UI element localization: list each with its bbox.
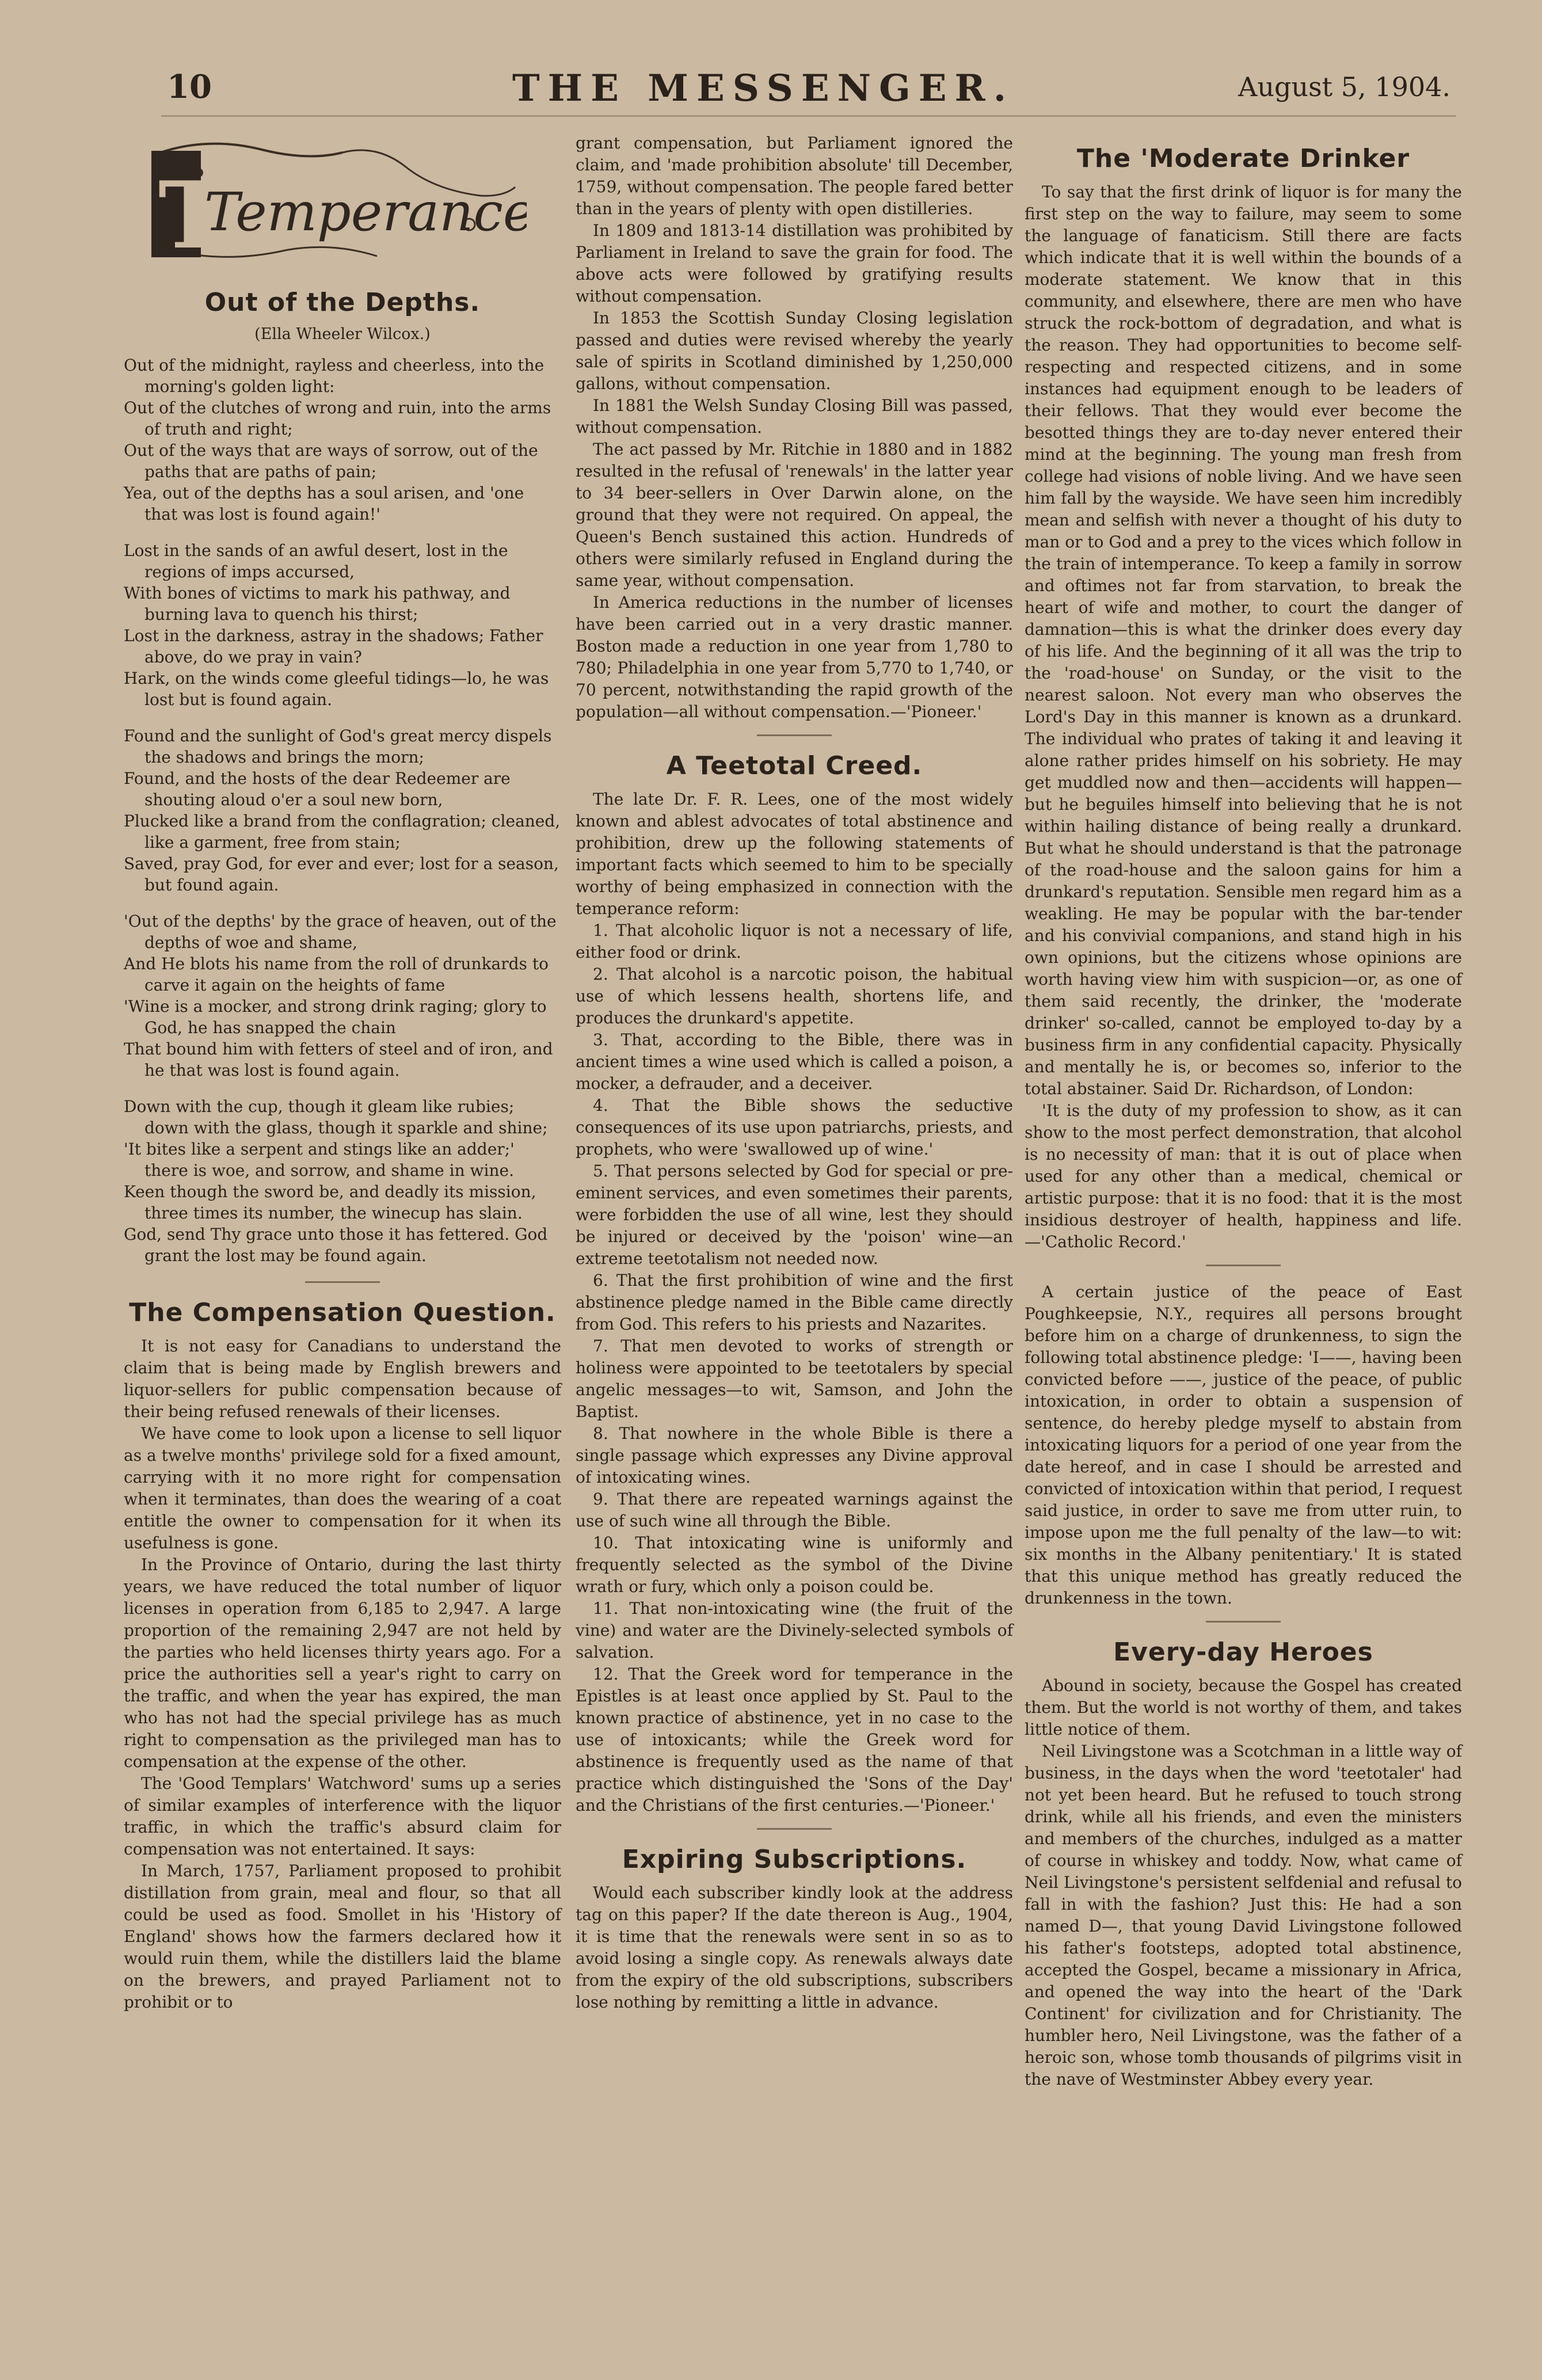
teetotal-heading: A Teetotal Creed.: [666, 751, 923, 780]
moderate-drinker-heading: The 'Moderate Drinker: [1076, 144, 1410, 173]
paragraph: Would each subscriber kindly look at the address tag on this paper? If the date thereon is Aug., 1904, it is time that the renewals were sent in so as to avoid losing a single copy. As renewals always date from the expiry of the old subscriptions, subscribers lose nothing by remitting a little in advance.: [576, 1883, 1013, 2012]
moderate-drinker-body: [1025, 181, 1462, 1609]
poem-line: Hark, on the winds come gleeful tidings—lo, he was lost but is found again.: [124, 669, 549, 709]
paragraph: 1. That alcoholic liquor is not a necessary of life, either food or drink.: [576, 921, 1013, 962]
poem-line: 'Wine is a mocker, and strong drink raging; glory to God, he has snapped the chain: [124, 997, 547, 1037]
poem-line: Plucked like a brand from the conflagration; cleaned, like a garment, free from stain;: [124, 812, 561, 852]
section-divider: [305, 1281, 380, 1283]
paragraph: Abound in society, because the Gospel has created them. But the world is not worthy of them, and takes little notice of them.: [1025, 1676, 1462, 1739]
paragraph: The 'Good Templars' Watchword' sums up a series of similar examples of interference with the liquor traffic, in which the traffic's absurd claim for compensation was not entertained. It says:: [124, 1774, 561, 1859]
poem-line: Out of the midnight, rayless and cheerless, into the morning's golden light:: [124, 356, 545, 396]
section-divider: [1206, 1265, 1281, 1266]
paragraph: 6. That the first prohibition of wine and the first abstinence pledge named in the Bible came directly from God. This refers to his priests and Nazarites.: [576, 1271, 1013, 1334]
teetotal-body: [576, 789, 1013, 1817]
section-divider: [1206, 1621, 1281, 1623]
temperance-logo: [135, 132, 527, 276]
paragraph: In 1853 the Scottish Sunday Closing legislation passed and duties were revised whereby the yearly sale of spirits in Scotland diminished by 1,250,000 gallons, without compensation.: [576, 309, 1013, 393]
page-number: 10: [167, 68, 212, 106]
poem-line: 'It bites like a serpent and stings like an adder;' there is woe, and sorrow, and shame in wine.: [124, 1140, 515, 1180]
compensation-body: [124, 1335, 561, 2013]
poem-stanza: [124, 725, 561, 896]
paragraph: It is not easy for Canadians to understand the claim that is being made by English brewers and liquor-sellers for public compensation because of their being refused renewals of their licenses.: [124, 1336, 561, 1421]
paragraph: grant compensation, but Parliament ignored the claim, and 'made prohibition absolute' till December, 1759, without compensation. The people fared better than in the years of plenty with open distilleries.: [576, 134, 1013, 218]
temperance-ornament-icon: [135, 132, 527, 276]
expiring-heading: Expiring Subscriptions.: [622, 1845, 967, 1874]
paragraph: 5. That persons selected by God for special or pre-eminent services, and even sometimes their parents, were forbidden the use of all wine, lest they should be injured or deceived by the 'poison' wine—an extreme teetotalism not needed now.: [576, 1162, 1013, 1268]
paragraph: 3. That, according to the Bible, there was in ancient times a wine used which is called a poison, a mocker, a defrauder, and a deceiver.: [576, 1030, 1013, 1093]
poem-line: Out of the clutches of wrong and ruin, into the arms of truth and right;: [124, 398, 551, 439]
masthead-rule: [161, 115, 1456, 117]
paragraph: We have come to look upon a license to sell liquor as a twelve months' privilege sold for a fixed amount, carrying with it no more right for compensation when it terminates, than does the wearing of a coat entitle the owner to compensation for it when its usefulness is gone.: [124, 1424, 561, 1552]
poem-line: Yea, out of the depths has a soul arisen, and 'one that was lost is found again!': [124, 483, 524, 524]
paragraph: 9. That there are repeated warnings against the use of such wine all through the Bible.: [576, 1490, 1013, 1530]
paragraph: 10. That intoxicating wine is uniformly and frequently selected as the symbol of the Divine wrath or fury, which only a poison could be.: [576, 1533, 1013, 1596]
poem-line: Lost in the sands of an awful desert, lost in the regions of imps accursed,: [124, 541, 508, 581]
poem-line: 'Out of the depths' by the grace of heaven, out of the depths of woe and shame,: [124, 912, 557, 952]
poem-line: And He blots his name from the roll of drunkards to carve it again on the heights of fame: [124, 954, 549, 995]
column-1: [124, 132, 561, 2013]
paragraph: 7. That men devoted to works of strength or holiness were appointed to be teetotalers by special angelic messages—to wit, Samson, and John the Baptist.: [576, 1336, 1013, 1421]
paragraph: 4. That the Bible shows the seductive consequences of its use upon patriarchs, priests, and prophets, who were 'swallowed up of wine.': [576, 1096, 1013, 1159]
poem-line: Found and the sunlight of God's great mercy dispels the shadows and brings the morn;: [124, 726, 552, 767]
paragraph: To say that the first drink of liquor is for many the first step on the way to failure, may seem to some the language of fanaticism. Still there are facts which indicate that it is well within the bounds of a moderate statement. We know that in this community, and elsewhere, there are men who have struck the rock-bottom of degradation, and what is the reason. They had opportunities to become self-respecting and respected citizens, and in some instances had equipment enough to be leaders of their fellows. That they would ever become the besotted things they are to-day never entered their mind at the beginning. The young man fresh from college had visions of noble living. And we have seen him fall by the wayside. We have seen him incredibly mean and selfish with never a thought of his duty to man or to God and a prey to the vices which follow in the train of intemperance. To keep a family in sorrow and oftimes not far from starvation, to break the heart of wife and mother, to court the danger of damnation—this is what the drinker does every day of his life. And the beginning of it all was the trip to the 'road-house' on Sunday, or the visit to the nearest saloon. Not every man who observes the Lord's Day in this manner is known as a drunkard. The individual who prates of taking it and leaving it alone rather prides himself on his sobriety. He may get muddled now and then—accidents will happen—but he beguiles himself into believing that he is not within hailing distance of being really a drunkard. But what he should understand is that the patronage of the road-house and the saloon gains for him a drunkard's reputation. Sensible men regard him as a weakling. He may be popular with the bar-tender and his convivial companions, and stand high in his own opinions, but the citizens whose opinions are worth having view him with suspicion—or, as one of them said recently, the drinker, the 'moderate drinker' so-called, cannot be employed to-day by a business firm in any confidential capacity. Physically and mentally he is, or becomes so, inferior to the total abstainer. Said Dr. Richardson, of London:: [1025, 182, 1462, 1098]
column-3: [1025, 132, 1462, 2090]
poem-stanza: [124, 911, 561, 1081]
paragraph: 2. That alcohol is a narcotic poison, the habitual use of which lessens health, shortens life, and produces the drunkard's appetite.: [576, 965, 1013, 1027]
paragraph: In 1881 the Welsh Sunday Closing Bill was passed, without compensation.: [576, 396, 1013, 437]
poem-stanza: [124, 355, 561, 525]
paragraph: Neil Livingstone was a Scotchman in a little way of business, in the days when the word 'teetotaler' had not yet been heard. But he refused to touch strong drink, while all his friends, and even the ministers and members of the churches, indulged as a matter of course in whiskey and toddy. Now, what came of Neil Livingstone's persistent selfdenial and refusal to fall in with the fashion? Just this: He had a son named D—, that young David Livingstone followed his father's footsteps, adopted total abstinence, accepted the Gospel, became a missionary in Africa, and opened the way into the heart of the 'Dark Continent' for civilization and for Christianity. The humbler hero, Neil Livingstone, was the father of a heroic son, whose tomb thousands of pilgrims visit in the nave of Westminster Abbey every year.: [1025, 1742, 1462, 2089]
paragraph: A certain justice of the peace of East Poughkeepsie, N.Y., requires all persons brought before him on a charge of drunkenness, to sign the following total abstinence pledge: 'I——, having been convicted before ——, justice of the peace, of public intoxication, in order to obtain a suspension of sentence, do hereby pledge myself to abstain from intoxicating liquors for a period of one year from the date hereof, and in case I should be arrested and convicted of intoxication within that period, I request said justice, in order to save me from utter ruin, to impose upon me the full penalty of the law—to wit: six months in the Albany penitentiary.' It is stated that this unique method has greatly reduced the drunkenness in the town.: [1025, 1282, 1462, 1608]
heroes-body: [1025, 1675, 1462, 2090]
poem-line: Found, and the hosts of the dear Redeemer are shouting aloud o'er a soul new born,: [124, 769, 511, 809]
poem-line: Keen though the sword be, and deadly its mission, three times its number, the winecup has slain.: [124, 1182, 536, 1223]
paragraph: In America reductions in the number of licenses have been carried out in a very drastic manner. Boston made a reduction in one year from 1,780 to 780; Philadelphia in one year from 5,770 to 1,740, or 70 percent, notwithstanding the rapid growth of the population—all without compensation.—'Pioneer.': [576, 593, 1013, 721]
poem-heading: Out of the Depths.: [204, 288, 481, 317]
newspaper-title: THE MESSENGER.: [512, 67, 1014, 110]
heroes-heading: Every-day Heroes: [1113, 1638, 1373, 1667]
expiring-body: [576, 1882, 1013, 2013]
poem-line: God, send Thy grace unto those it has fettered. God grant the lost may be found again.: [124, 1225, 548, 1265]
paragraph: The act passed by Mr. Ritchie in 1880 and in 1882 resulted in the refusal of 'renewals' in the latter year to 34 beer-sellers in Over Darwin alone, on the ground that they were not required. On appeal, the Queen's Bench sustained this action. Hundreds of others were similarly refused in England during the same year, without compensation.: [576, 440, 1013, 590]
paragraph: 8. That nowhere in the whole Bible is there a single passage which expresses any Divine approval of intoxicating wines.: [576, 1424, 1013, 1487]
poem-line: Saved, pray God, for ever and ever; lost for a season, but found again.: [124, 854, 559, 894]
poem-line: That bound him with fetters of steel and of iron, and he that was lost is found again.: [124, 1039, 553, 1080]
poem-line: Out of the ways that are ways of sorrow, out of the paths that are paths of pain;: [124, 441, 538, 481]
section-divider: [757, 1828, 832, 1830]
issue-date: August 5, 1904.: [1238, 71, 1450, 102]
compensation-heading: The Compensation Question.: [129, 1298, 556, 1327]
poem-byline: (Ella Wheeler Wilcox.): [254, 325, 431, 343]
column-2: [576, 132, 1013, 2013]
poem-stanza: [124, 1096, 561, 1266]
poem-line: With bones of victims to mark his pathway, and burning lava to quench his thirst;: [124, 584, 511, 624]
svg-text:T: T: [158, 161, 227, 269]
poem-line: Down with the cup, though it gleam like rubies; down with the glass, though it sparkle and shine;: [124, 1097, 548, 1137]
paragraph: In the Province of Ontario, during the last thirty years, we have reduced the total number of liquor licenses in operation from 6,185 to 2,947. A large proportion of the remaining 2,947 are not held by the parties who held licenses thirty years ago. For a price the authorities sell a year's right to carry on the traffic, and when the year has expired, the man who has not had the special privilege has as much right to compensation as the privileged man has to compensation at the expense of the other.: [124, 1555, 561, 1771]
paragraph: The late Dr. F. R. Lees, one of the most widely known and ablest advocates of total abstinence and prohibition, drew up the following statements of important facts which seemed to him to be specially worthy of being emphasized in connection with the temperance reform:: [576, 790, 1013, 918]
paragraph: 12. That the Greek word for temperance in the Epistles is at least once applied by St. Paul to the known practice of abstinence, yet in no case to the use of intoxicants; while the Greek word for abstinence is frequently used as the name of that practice which distinguished the 'Sons of the Day' and the Christians of the first centuries.—'Pioneer.': [576, 1665, 1013, 1815]
masthead: [167, 68, 1450, 120]
poem-stanza: [124, 540, 561, 710]
paragraph: In 1809 and 1813-14 distillation was prohibited by Parliament in Ireland to save the grain for food. The above acts were followed by gratifying results without compensation.: [576, 221, 1013, 306]
svg-text:Temperance: Temperance: [204, 181, 527, 243]
paragraph: 'It is the duty of my profession to show, as it can show to the most perfect demonstration, that alcohol is no necessity of man: that it is out of place when used for any other than a medical, chemical or artistic purpose: that it is no food: that it is the most insidious destroyer of health, happiness and life.—'Catholic Record.': [1025, 1101, 1462, 1251]
paragraph: In March, 1757, Parliament proposed to prohibit distillation from grain, meal and flour, so that all could be used as food. Smollet in his 'History of England' shows how the farmers declared how it would ruin them, while the distillers laid the blame on the brewers, and prayed Parliament not to prohibit or to: [124, 1861, 561, 2012]
compensation-continued: [576, 132, 1013, 723]
paragraph: 11. That non-intoxicating wine (the fruit of the vine) and water are the Divinely-selected symbols of salvation.: [576, 1599, 1013, 1662]
section-divider: [757, 734, 832, 736]
poem-line: Lost in the darkness, astray in the shadows; Father above, do we pray in vain?: [124, 626, 543, 667]
poem-body: [124, 355, 561, 1266]
